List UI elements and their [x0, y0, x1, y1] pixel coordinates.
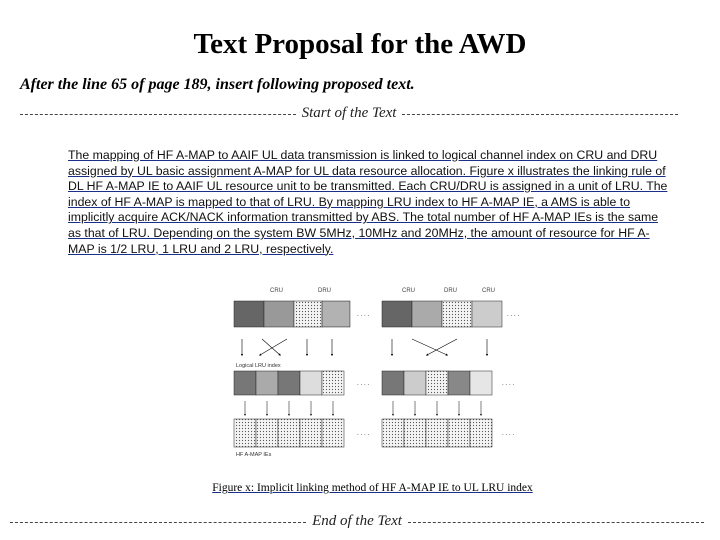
insertion-instruction: After the line 65 of page 189, insert following proposed text.	[20, 76, 415, 93]
mapping-arrows	[242, 339, 487, 355]
svg-text:. . . .: . . . .	[502, 379, 515, 387]
start-marker-label: Start of the Text	[301, 105, 397, 121]
dashed-rule	[402, 114, 678, 115]
dashed-rule	[20, 114, 296, 115]
svg-text:. . . .: . . . .	[502, 429, 515, 437]
cru-label: CRU	[482, 288, 495, 294]
svg-text:. . . .: . . . .	[357, 310, 370, 318]
dashed-rule	[408, 522, 704, 523]
end-marker-label: End of the Text	[312, 513, 402, 529]
document-title: Text Proposal for the AWD	[193, 28, 527, 60]
proposed-text-paragraph: The mapping of HF A-MAP to AAIF UL data transmission is linked to logical channel index on CRU and DRU assigned by UL basic assignment A-MAP for UL data resource allocation. Figure x illustrates the linking rule of DL HF A-MAP IE to AAIF UL resource unit to be transmitted. Each CRU/DRU is assigned in a unit of LRU. The index of HF A-MAP is mapped to that of LRU. By mapping LRU index to HF A-MAP IE, a AMS is able to implicitly acquire ACK/NACK information transmitted by ABS. The total number of HF A-MAP IEs is the same as that of LRU. Depending on the system BW 5MHz, 10MHz and 20MHz, the amount of resource for HF A-MAP is 1/2 LRU, 1 LRU and 2 LRU, respectively.	[68, 148, 668, 256]
lru-mapping-figure	[232, 283, 532, 461]
svg-text:. . . .: . . . .	[357, 379, 370, 387]
hf-amap-ies-label: HF A-MAP IEs	[236, 452, 272, 458]
dru-label: DRU	[444, 288, 457, 294]
start-of-text-divider	[20, 105, 678, 122]
svg-text:. . . .: . . . .	[507, 310, 520, 318]
cru-label: CRU	[270, 288, 283, 294]
logical-lru-row	[234, 371, 515, 395]
cru-label: CRU	[402, 288, 415, 294]
hf-amap-ie-row	[234, 419, 515, 447]
end-of-text-divider	[10, 513, 704, 530]
dru-label: DRU	[318, 288, 331, 294]
figure-caption: Figure x: Implicit linking method of HF A-MAP IE to UL LRU index	[212, 482, 533, 494]
dashed-rule	[10, 522, 306, 523]
mapping-arrows	[245, 401, 481, 415]
svg-text:. . . .: . . . .	[357, 429, 370, 437]
resource-unit-row	[234, 301, 520, 327]
logical-lru-index-label: Logical LRU index	[236, 363, 281, 369]
